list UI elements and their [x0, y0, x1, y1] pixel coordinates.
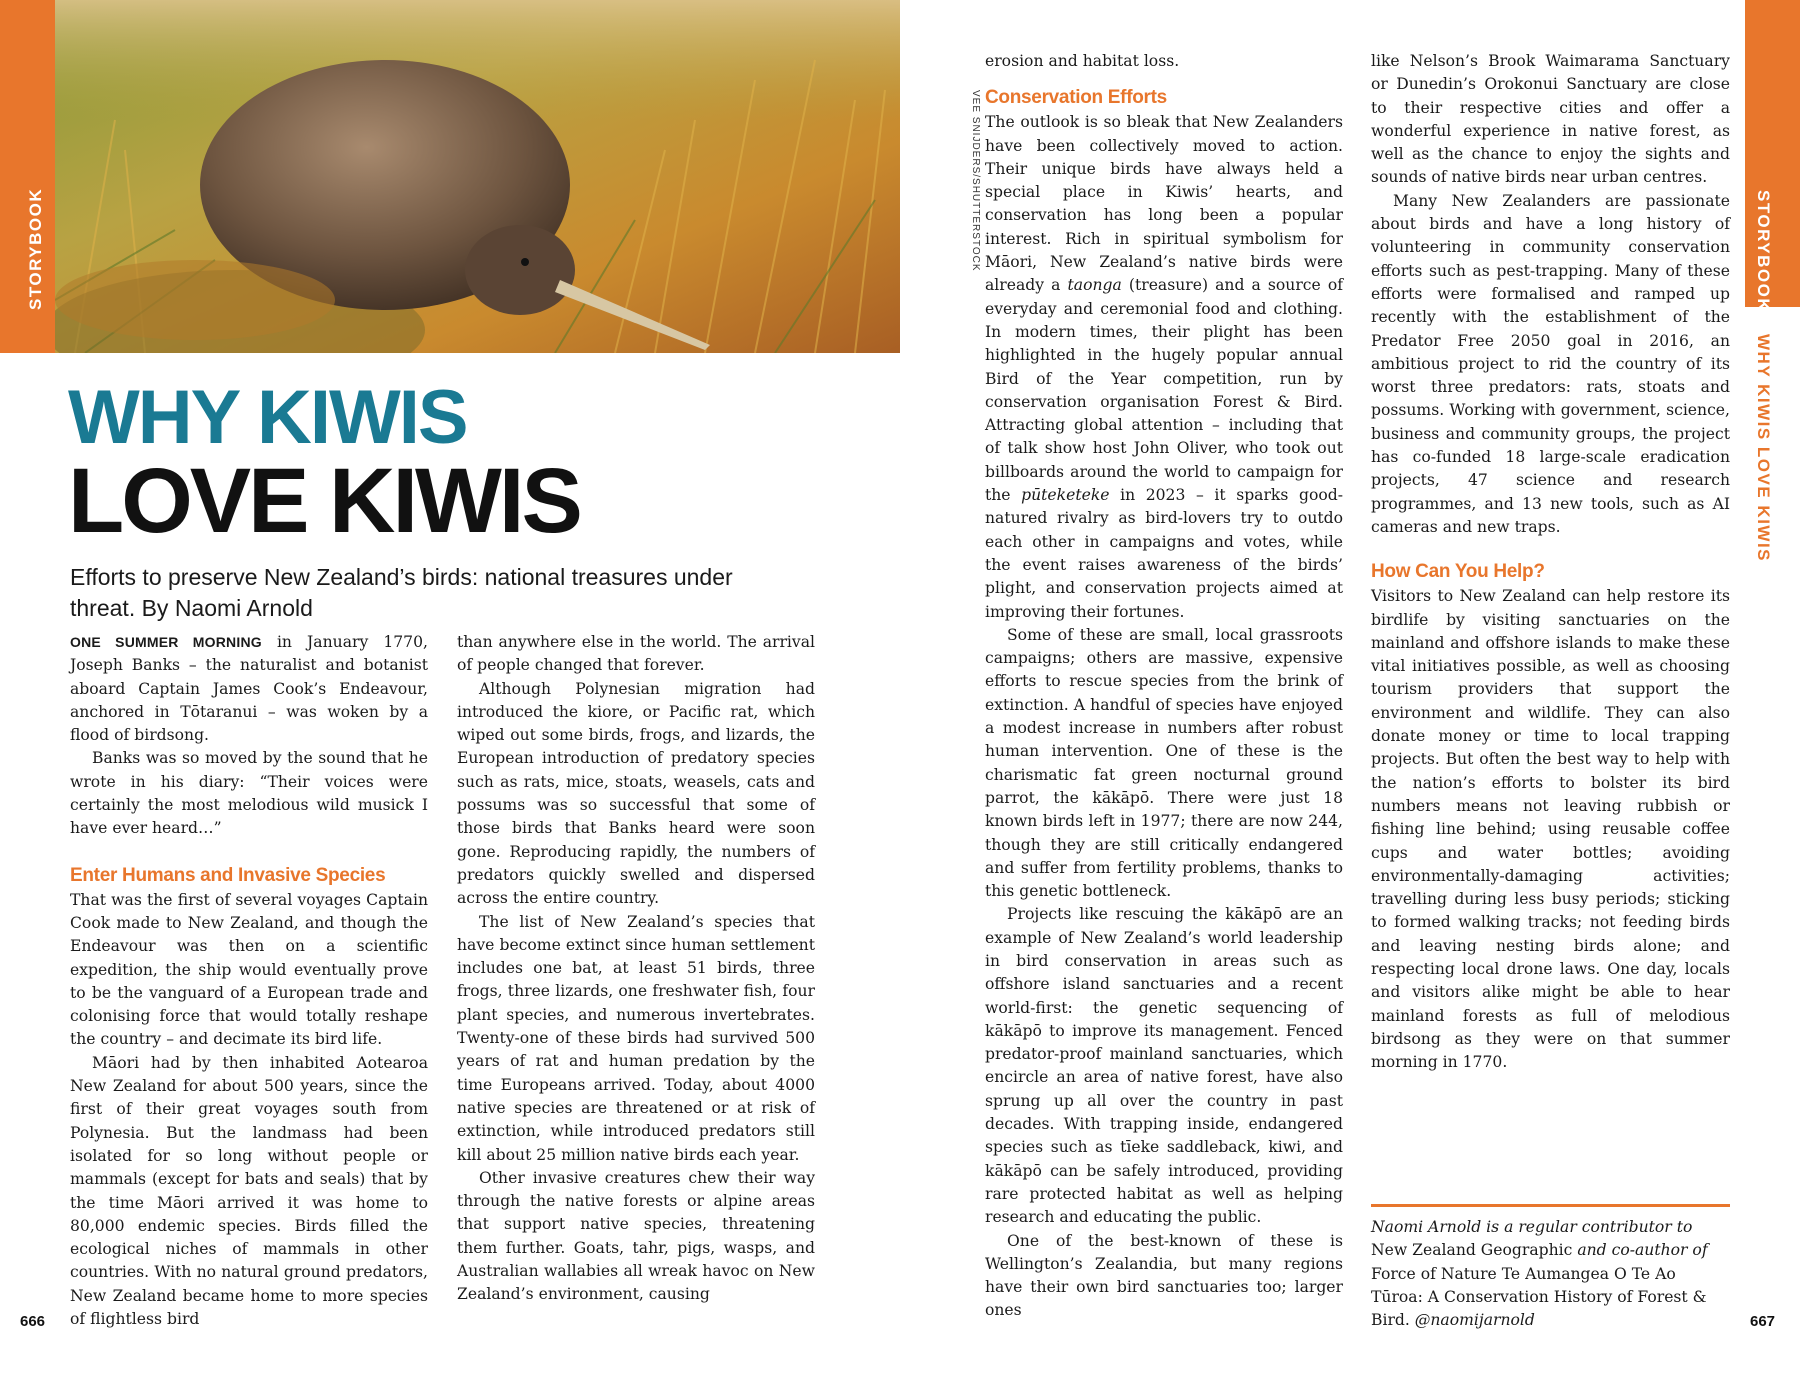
bio-italic: and co-author of [1572, 1241, 1708, 1260]
headline-line-1: WHY KIWIS [68, 375, 467, 460]
bio-text: Force of Nature Te Aumangea O Te Ao Tūroa: A Conservation History of Forest & Bird. [1371, 1264, 1707, 1330]
paragraph: Many New Zealanders are passionate about birds and have a long history of volunteering in community conservation efforts such as pest-trapping. Many of these efforts were formalised and ramped up recently with the establishment of the Predator Free 2050 goal in 2016, an ambitious project to rid the country of its worst three predators: rats, stoats and possums. Working with government, science, business and community groups, the project has co-funded 18 large-scale eradication projects, 47 science and research programmes, and 13 new tools, such as AI cameras and new traps. [1371, 191, 1730, 536]
bio-italic: Naomi Arnold is a regular contributor to [1371, 1218, 1693, 1236]
page-number-right: 667 [1750, 1313, 1776, 1330]
paragraph: Visitors to New Zealand can help restore its birdlife by visiting sanctuaries on the mainland and offshore islands to make these vital initiatives possible, as well as choosing tourism providers that support the environment and wildlife. They can also donate money or time to local trapping projects. But often the best way to help with the nation’s efforts to bolster its bird numbers means not leaving rubbish or fishing line behind; using reusable coffee cups and water bottles; avoiding environmentally-damaging activities; travelling during less busy periods; sticking to formed walking tracks; not feeding birds and leaving nesting birds alone; and respecting local drone laws. One day, locals and visitors alike might be able to hear mainland forests as full of melodious birdsong as they were on that summer morning in 1770. [1371, 587, 1730, 1072]
paragraph-italic: taonga [1067, 276, 1122, 295]
paragraph-text: The outlook is so bleak that New Zealanders have been collectively moved to action. Their unique birds have always held a special place in Kiwis’ hearts, and conservation has long been a popular interest. Rich in spiritual symbolism for Māori, New Zealand’s native birds were already a [985, 113, 1343, 295]
paragraph-text: in 2023 – it sparks good-natured rivalry as bird-lovers try to outdo each other in campaigns and votes, while the event raises awareness of the birds’ plight, and conservation projects aimed at improving their fortunes. [985, 486, 1343, 621]
body-column-4 [1371, 50, 1730, 1074]
paragraph: Banks was so moved by the sound that he wrote in his diary: “Their voices were certainly the most melodious wild musick I have ever heard…” [70, 749, 428, 838]
body-column-3 [985, 50, 1343, 1323]
bio-divider [1371, 1204, 1730, 1207]
paragraph [70, 631, 428, 747]
paragraph: Although Polynesian migration had introduced the kiore, or Pacific rat, which wiped out some birds, frogs, and lizards, the European introduction of predatory species such as rats, mice, stoats, weasels, cats and possums was so successful that some of those birds that Banks heard were soon gone. Reproducing rapidly, the numbers of predators quickly swelled and dispersed across the entire country. [457, 679, 815, 908]
paragraph: That was the first of several voyages Captain Cook made to New Zealand, and though the Endeavour was then on a scientific expedition, the ship would eventually prove to be the vanguard of a European trade and colonising force that would totally reshape the country – and decimate its bird life. [70, 890, 428, 1049]
paragraph [985, 111, 1343, 624]
paragraph-text: (treasure) and a source of everyday and ceremonial food and clothing. In modern times, their plight has been highlighted in the hugely popular annual Bird of the Year competition, run by conservation organisation Forest & Bird. Attracting global attention – including that of talk show host John Oliver, who took out billboards around the world to campaign for the [985, 276, 1343, 505]
kiwi-bird-photo [55, 0, 900, 353]
paragraph: than anywhere else in the world. The arrival of people changed that forever. [457, 633, 815, 675]
section-tab-left-label: STORYBOOK [26, 187, 45, 310]
body-column-1 [70, 631, 428, 1331]
paragraph: Other invasive creatures chew their way through the native forests or alpine areas that support native species, threatening them further. Goats, tahr, pigs, wasps, and Australian wallabies all wreak havoc on New Zealand’s environment, causing [457, 1168, 815, 1304]
paragraph: erosion and habitat loss. [985, 52, 1180, 70]
bio-italic: @naomijarnold [1409, 1311, 1535, 1330]
paragraph: One of the best-known of these is Wellington’s Zealandia, but many regions have their own bird sanctuaries too; larger ones [985, 1231, 1343, 1320]
paragraph: The list of New Zealand’s species that have become extinct since human settlement includes one bat, at least 51 birds, three frogs, three lizards, one freshwater fish, four plant species, and numerous invertebrates. Twenty-one of these birds had survived 500 years of rat and human predation by the time Europeans arrived. Today, about 4000 native species are threatened or at risk of extinction, while introduced predators still kill about 25 million native birds each year. [457, 912, 815, 1164]
running-head: WHY KIWIS LOVE KIWIS [1754, 334, 1773, 563]
body-column-2 [457, 631, 815, 1307]
subheading: Enter Humans and Invasive Species [70, 864, 386, 886]
standfirst: Efforts to preserve New Zealand’s birds: national treasures under threat. By Naomi Arnold [70, 564, 733, 621]
paragraph: Some of these are small, local grassroots campaigns; others are massive, expensive efforts to rescue species from the brink of extinction. A handful of species have enjoyed a modest increase in numbers after robust human intervention. One of these is the charismatic fat green nocturnal ground parrot, the kākāpō. There were just 18 known birds left in 1977; there are now 244, though they are still critically endangered and suffer from fertility problems, thanks to this genetic bottleneck. [985, 625, 1343, 901]
subheading: How Can You Help? [1371, 561, 1545, 583]
paragraph: Projects like rescuing the kākāpō are an example of New Zealand’s world leadership in bird conservation in areas such as offshore island sanctuaries and a recent world-first: the genetic sequencing of kākāpō to improve its management. Fenced predator-proof mainland sanctuaries, which encircle an area of native forest, have also sprung up all over the country in past decades. With trapping inside, endangered species such as tīeke saddleback, kiwi, and kākāpō can be safely introduced, providing rare protected habitat as well as helping research and educating the public. [985, 905, 1343, 1227]
photo-credit: VEE SNIJDERS/SHUTTERSTOCK [970, 90, 981, 272]
page-number-left: 666 [20, 1313, 46, 1330]
lead-in: ONE SUMMER MORNING [70, 634, 262, 650]
author-bio [1371, 1216, 1730, 1332]
paragraph-text: in January 1770, Joseph Banks – the naturalist and botanist aboard Captain James Cook’s Endeavour, anchored in Tōtaranui – was woken by a flood of birdsong. [70, 633, 428, 745]
bio-text: New Zealand Geographic [1371, 1241, 1573, 1260]
paragraph: like Nelson’s Brook Waimarama Sanctuary or Dunedin’s Orokonui Sanctuary are close to their respective cities and offer a wonderful experience in native forest, as well as the chance to enjoy the sights and sounds of native birds near urban centres. [1371, 52, 1730, 187]
paragraph-italic: pūteketeke [1021, 486, 1110, 505]
headline-line-2: LOVE KIWIS [68, 450, 580, 552]
subheading: Conservation Efforts [985, 87, 1167, 109]
paragraph: Māori had by then inhabited Aotearoa New Zealand for about 500 years, since the first of their great voyages south from Polynesia. But the landmass had been isolated for so long without people or mammals (except for bats and seals) that by the time Māori arrived it was home to 80,000 endemic species. Birds filled the ecological niches of mammals in other countries. With no natural ground predators, New Zealand became home to more species of flightless bird [70, 1053, 428, 1329]
section-tab-right-label: STORYBOOK [1754, 190, 1773, 313]
